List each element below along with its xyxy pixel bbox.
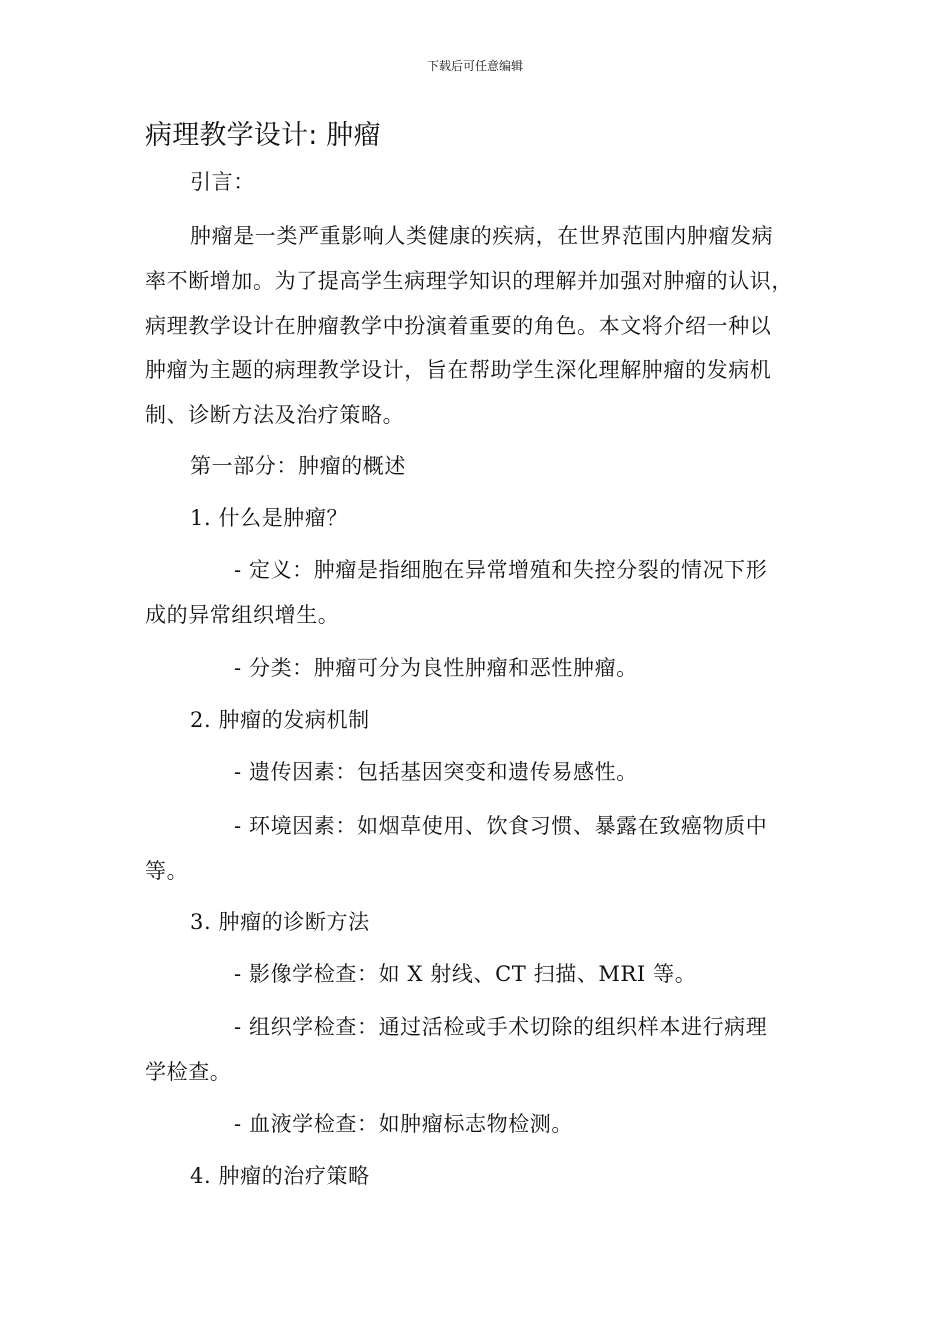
- environmental-factors-item: [145, 804, 805, 894]
- section-heading: 1. 什么是肿瘤？: [190, 506, 349, 530]
- intro-line: 制、诊断方法及治疗策略。: [145, 403, 405, 428]
- histology-line: 学检查。: [145, 1059, 232, 1084]
- classification-item: [145, 646, 805, 691]
- definition-line: - 定义：肿瘤是指细胞在异常增殖和失控分裂的情况下形: [234, 558, 768, 582]
- part1-heading-block: [145, 444, 805, 489]
- imaging-line: - 影像学检查：如 X 射线、CT 扫描、MRI 等。: [234, 962, 697, 986]
- blood-test-item: [145, 1102, 805, 1147]
- definition-item: [145, 548, 805, 638]
- genetic-factors-item: [145, 750, 805, 795]
- environmental-factors-line: - 环境因素：如烟草使用、饮食习惯、暴露在致癌物质中: [234, 814, 768, 838]
- section-4: [145, 1154, 805, 1199]
- histology-item: [145, 1005, 805, 1095]
- intro-section: [145, 160, 805, 205]
- histology-line: - 组织学检查：通过活检或手术切除的组织样本进行病理: [234, 1015, 768, 1039]
- section-heading: 3. 肿瘤的诊断方法: [190, 910, 370, 934]
- section-2: [145, 698, 805, 743]
- intro-line: 肿瘤为主题的病理教学设计，旨在帮助学生深化理解肿瘤的发病机: [145, 358, 772, 383]
- intro-line: 率不断增加。为了提高学生病理学知识的理解并加强对肿瘤的认识，: [145, 268, 793, 293]
- document-title: 病理教学设计: 肿瘤: [145, 120, 381, 151]
- section-1: [145, 496, 805, 541]
- intro-paragraph: [145, 214, 805, 438]
- intro-line: 肿瘤是一类严重影响人类健康的疾病，在世界范围内肿瘤发病: [190, 224, 774, 248]
- intro-heading: 引言：: [190, 170, 255, 194]
- blood-test-line: - 血液学检查：如肿瘤标志物检测。: [234, 1112, 573, 1136]
- genetic-factors-line: - 遗传因素：包括基因突变和遗传易感性。: [234, 760, 638, 784]
- download-note: 下载后可任意编辑: [426, 59, 523, 73]
- imaging-item: [145, 952, 805, 997]
- definition-line: 成的异常组织增生。: [145, 602, 340, 627]
- environmental-factors-line: 等。: [145, 858, 189, 883]
- section-3: [145, 900, 805, 945]
- part-heading: 第一部分：肿瘤的概述: [190, 454, 406, 478]
- section-heading: 4. 肿瘤的治疗策略: [190, 1164, 370, 1188]
- intro-line: 病理教学设计在肿瘤教学中扮演着重要的角色。本文将介绍一种以: [145, 313, 772, 338]
- classification-line: - 分类：肿瘤可分为良性肿瘤和恶性肿瘤。: [234, 656, 638, 680]
- section-heading: 2. 肿瘤的发病机制: [190, 708, 370, 732]
